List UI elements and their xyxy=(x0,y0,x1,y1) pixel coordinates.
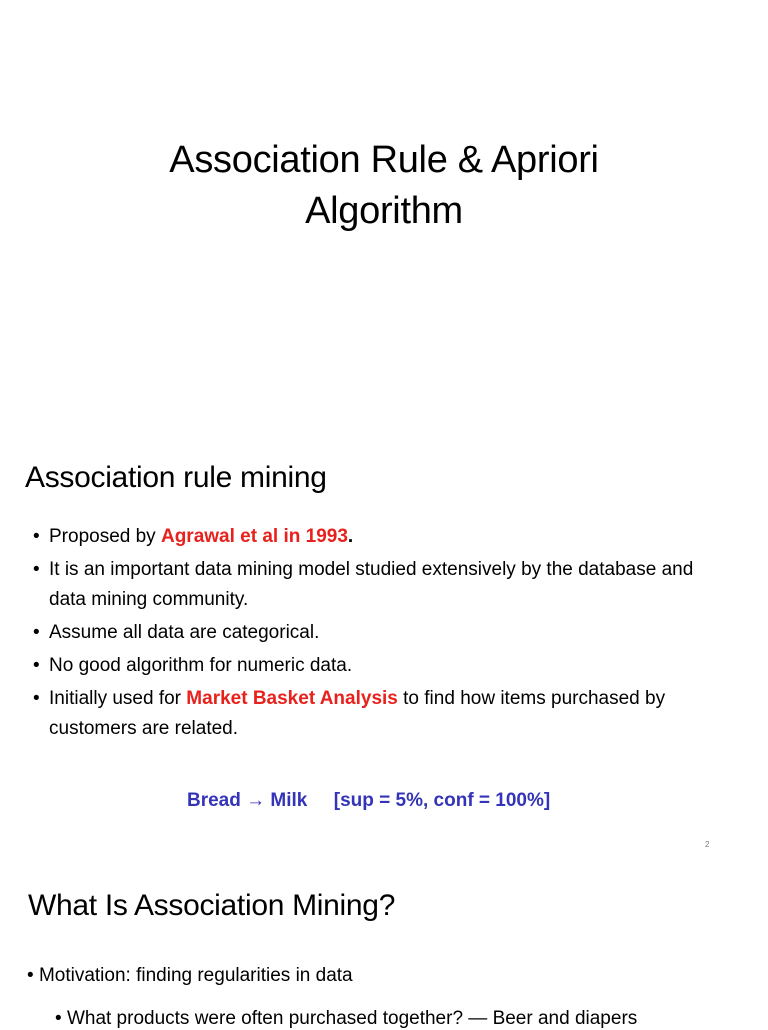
bullet-icon: • xyxy=(33,526,40,547)
bullet-text: It is an important data mining model studied extensively by the database and data mining community. xyxy=(49,559,694,610)
title-slide xyxy=(0,0,768,418)
slide-title-line-1: Association Rule & Apriori xyxy=(169,139,599,181)
page-number: 2 xyxy=(705,840,710,849)
association-rule-mining-slide xyxy=(0,418,768,858)
bullet-text: Initially used for xyxy=(49,688,187,709)
bullet-item xyxy=(33,522,733,552)
bullet-item xyxy=(33,684,733,744)
slide-heading: Association rule mining xyxy=(25,461,327,494)
highlight-text: Market Basket Analysis xyxy=(186,688,398,709)
bullet-text: Assume all data are categorical. xyxy=(49,622,320,643)
bullet-text-end: to find how items purchased by customers are related. xyxy=(49,688,666,739)
bullet-icon: • xyxy=(27,965,34,986)
bullet-item xyxy=(55,1008,637,1030)
bullet-icon: • xyxy=(33,559,40,580)
bullet-text: What products were often purchased together? — Beer and diapers xyxy=(66,1008,638,1029)
bullet-icon: • xyxy=(33,655,40,676)
bullet-list xyxy=(33,522,733,747)
bullet-icon: • xyxy=(33,688,40,709)
bullet-text: Proposed by xyxy=(49,526,161,547)
bullet-icon: • xyxy=(55,1008,62,1029)
slide-title-line-2: Algorithm xyxy=(305,190,463,232)
slide-heading: What Is Association Mining? xyxy=(28,889,396,922)
bullet-item xyxy=(27,965,353,987)
bullet-icon: • xyxy=(33,622,40,643)
bullet-text: No good algorithm for numeric data. xyxy=(49,655,353,676)
bullet-item xyxy=(33,651,733,681)
what-is-association-mining-slide xyxy=(0,858,768,1029)
bullet-text: Motivation: finding regularities in data xyxy=(38,965,353,986)
bullet-item xyxy=(33,555,733,615)
bullet-item xyxy=(33,618,733,648)
bullet-text-end: . xyxy=(347,526,354,547)
highlight-text: Agrawal et al in 1993 xyxy=(160,526,348,547)
example-rule: Bread → Milk [sup = 5%, conf = 100%] xyxy=(187,790,551,811)
